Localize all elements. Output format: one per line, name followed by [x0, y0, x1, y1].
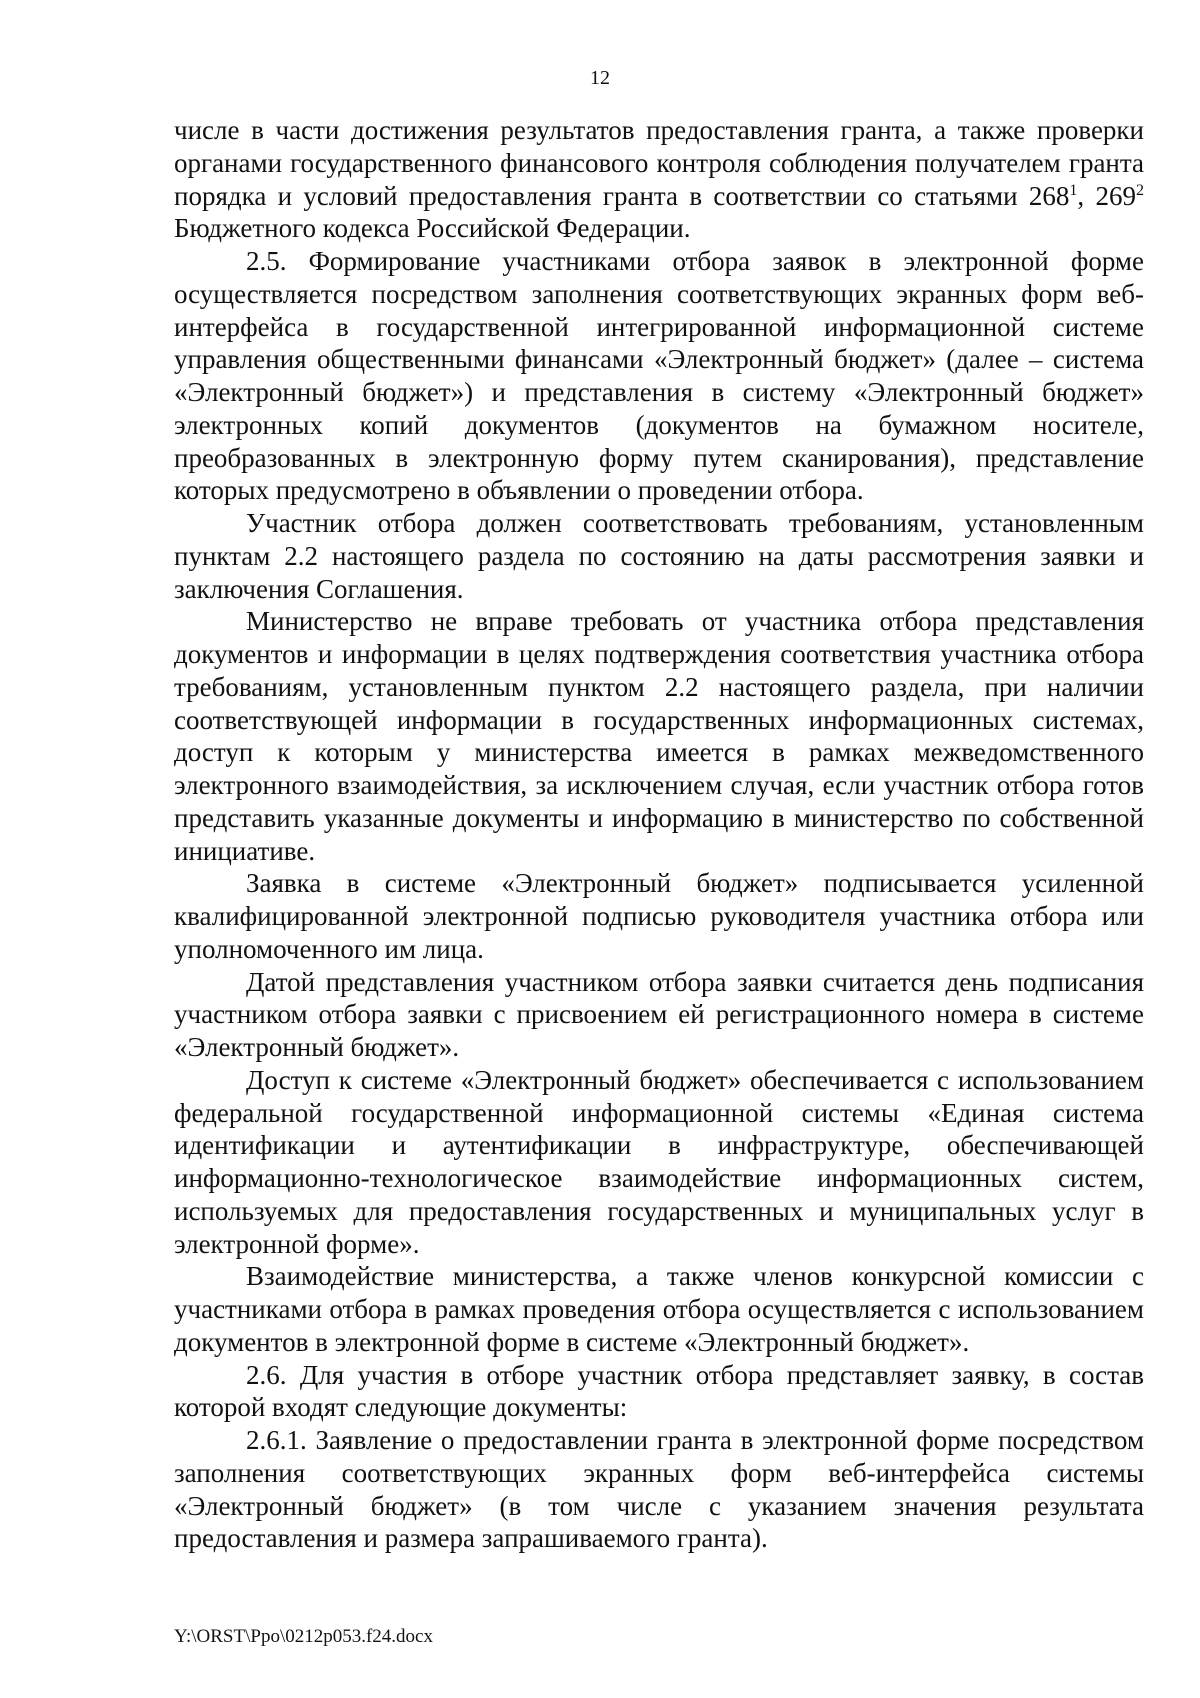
paragraph-2-6-1: 2.6.1. Заявление о предоставлении гранта в электронной форме посредством заполнения соответствующих экранных форм веб-интерфейса системы «Электронный бюджет» (в том числе с указанием значения результата предоставления и размера запрашиваемого гранта).: [174, 1425, 1144, 1554]
document-body: [174, 114, 1144, 1555]
paragraph: Заявка в системе «Электронный бюджет» подписывается усиленной квалифицированной электронной подписью руководителя участника отбора или уполномоченного им лица.: [174, 868, 1144, 964]
paragraph-2-5: 2.5. Формирование участниками отбора заявок в электронной форме осуществляется посредством заполнения соответствующих экранных форм веб-интерфейса в государственной интегрированной информационной системе управления общественными финансами «Электронный бюджет» (далее – система «Электронный бюджет») и представления в систему «Электронный бюджет» электронных копий документов (документов на бумажном носителе, преобразованных в электронную форму путем сканирования), представление которых предусмотрено в объявлении о проведении отбора.: [174, 246, 1144, 506]
paragraph-continuation: [174, 114, 1144, 245]
paragraph: Взаимодействие министерства, а также членов конкурсной комиссии с участниками отбора в рамках проведения отбора осуществляется с использованием документов в электронной форме в системе «Электронный бюджет».: [174, 1261, 1144, 1357]
paragraph: Доступ к системе «Электронный бюджет» обеспечивается с использованием федеральной государственной информационной системы «Единая система идентификации и аутентификации в инфраструктуре, обеспечивающей информационно-технологическое взаимодействие информационных систем, используемых для предоставления государственных и муниципальных услуг в электронной форме».: [174, 1064, 1144, 1259]
paragraph: Министерство не вправе требовать от участника отбора представления документов и информации в целях подтверждения соответствия участника отбора требованиям, установленным пунктом 2.2 настоящего раздела, при наличии соответствующей информации в государственных информационных системах, доступ к которым у министерства имеется в рамках межведомственного электронного взаимодействия, за исключением случая, если участник отбора готов представить указанные документы и информацию в министерство по собственной инициативе.: [174, 606, 1144, 866]
page-number: 12: [590, 67, 610, 89]
paragraph: Датой представления участником отбора заявки считается день подписания участником отбора заявки с присвоением ей регистрационного номера в системе «Электронный бюджет».: [174, 966, 1144, 1062]
superscript: 1: [1069, 181, 1078, 199]
paragraph-2-6: 2.6. Для участия в отборе участник отбора представляет заявку, в состав которой входят следующие документы:: [174, 1359, 1144, 1423]
paragraph: Участник отбора должен соответствовать требованиям, установленным пунктам 2.2 настоящего раздела по состоянию на даты рассмотрения заявки и заключения Соглашения.: [174, 508, 1144, 604]
footer-file-path: Y:\ORST\Ppo\0212p053.f24.docx: [174, 1626, 433, 1647]
paragraph-text: числе в части достижения результатов предоставления гранта, а также проверки органами государственного финансового контроля соблюдения получателем гранта порядка и условий предоставления гранта в соответствии со статьями 268: [174, 115, 1144, 211]
paragraph-text: Бюджетного кодекса Российской Федерации.: [174, 213, 691, 244]
superscript: 2: [1136, 181, 1144, 199]
paragraph-text: , 269: [1077, 180, 1136, 211]
